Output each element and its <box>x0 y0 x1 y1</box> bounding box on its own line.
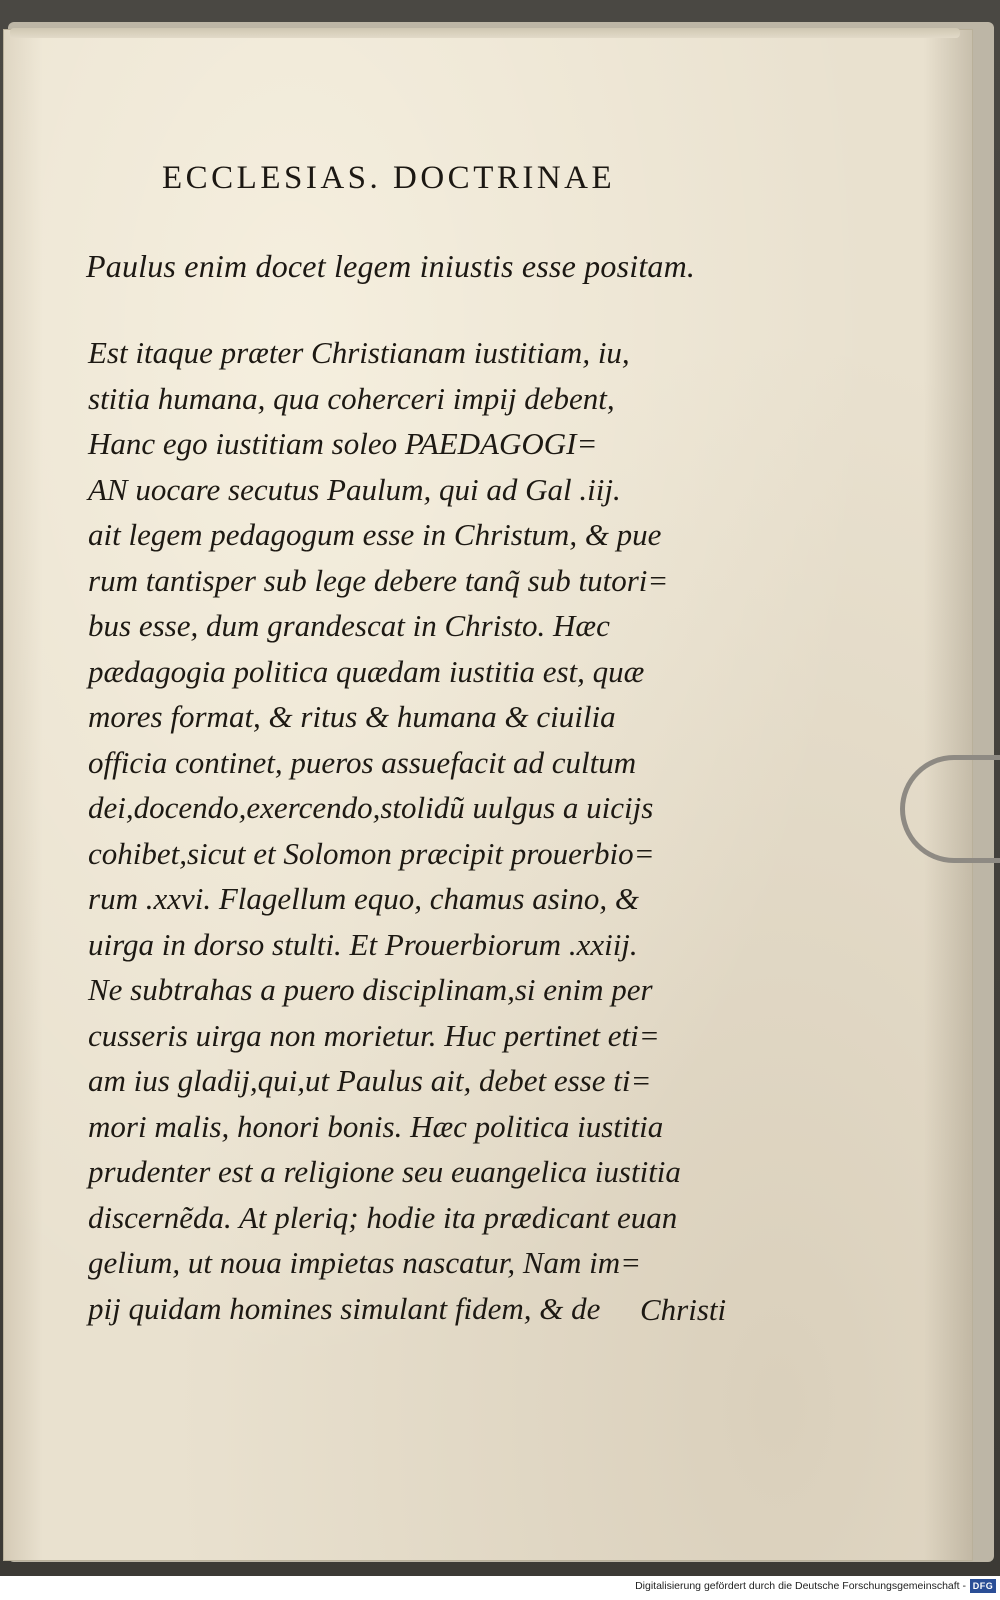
text-line: pij quidam homines simulant fidem, & de <box>88 1290 601 1326</box>
text-line: discernẽda. At pleriq; hodie ita prædicant euan <box>88 1199 678 1235</box>
text-line: gelium, ut noua impietas nascatur, Nam im= <box>88 1245 642 1280</box>
running-head: ECCLESIAS. DOCTRINAE <box>162 160 616 196</box>
text-line: prudenter est a religione seu euangelica iustitia <box>88 1154 681 1189</box>
page-top-edge <box>10 28 960 38</box>
text-line: ait legem pedagogum esse in Christum, & pue <box>88 517 662 552</box>
text-line: mori malis, honori bonis. Hæc politica iustitia <box>88 1108 664 1144</box>
text-line: Est itaque præter Christianam iustitiam, iu, <box>88 335 630 370</box>
text-line: rum tantisper sub lege debere tanq̃ sub tutori= <box>88 562 669 598</box>
text-line: uirga in dorso stulti. Et Prouerbiorum .xxiij. <box>88 926 638 962</box>
text-line: officia continet, pueros assuefacit ad cultum <box>88 744 637 780</box>
page-clip <box>900 755 1000 863</box>
text-line: pædagogia politica quædam iustitia est, quæ <box>88 653 645 689</box>
text-line: Hanc ego iustitiam soleo PAEDAGOGI= <box>88 426 598 461</box>
text-line: stitia humana, qua coherceri impij debent, <box>88 380 615 416</box>
text-line: dei,docendo,exercendo,stolidũ uulgus a uicijs <box>88 790 654 825</box>
text-line: am ius gladij,qui,ut Paulus ait, debet esse ti= <box>88 1063 652 1098</box>
text-line: rum .xxvi. Flagellum equo, chamus asino, & <box>88 881 640 916</box>
catchword: Christi <box>640 1292 727 1327</box>
verse-line: Paulus enim docet legem iniustis esse positam. <box>86 248 696 284</box>
footer-credit: Digitalisierung gefördert durch die Deutsche Forschungsgemeinschaft - <box>635 1580 966 1592</box>
text-line: cohibet,sicut et Solomon præcipit prouerbio= <box>88 835 655 871</box>
text-line: Ne subtrahas a puero disciplinam,si enim per <box>88 972 653 1007</box>
text-line: mores format, & ritus & humana & ciuilia <box>88 699 616 734</box>
text-line: bus esse, dum grandescat in Christo. Hæc <box>88 608 610 643</box>
text-line: cusseris uirga non morietur. Huc pertinet eti= <box>88 1017 660 1053</box>
body-text <box>88 330 738 1331</box>
text-line: AN uocare secutus Paulum, qui ad Gal .iij. <box>88 471 621 507</box>
dfg-logo-icon: DFG <box>970 1579 996 1593</box>
